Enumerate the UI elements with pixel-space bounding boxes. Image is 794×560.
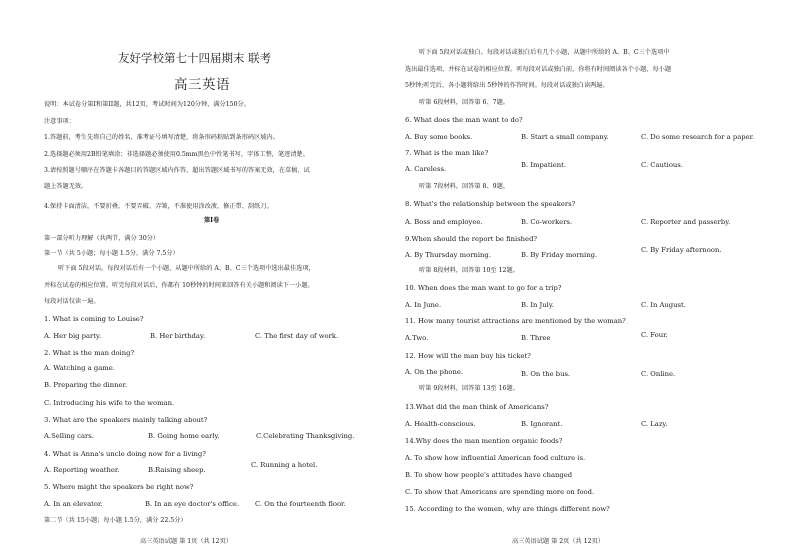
q3-option-a: A.Selling cars. bbox=[44, 432, 94, 440]
q14-option-b: B. To show how people's attitudes have changed bbox=[405, 471, 573, 479]
q15-stem: 15. According to the women, why are things different now? bbox=[405, 505, 610, 513]
note-3-cont: 题上答题无效。 bbox=[44, 183, 88, 190]
notice-heading: 注意事项： bbox=[44, 118, 75, 125]
q6-stem: 6. What does the man want to do? bbox=[405, 116, 523, 124]
exam-title: 友好学校第七十四届期末 联考 bbox=[118, 51, 272, 65]
q3-option-c: C.Celebrating Thanksgiving. bbox=[256, 432, 355, 440]
q1-option-b: B. Her birthday. bbox=[150, 332, 206, 340]
q11-option-a: A.Two. bbox=[405, 334, 429, 342]
right-footer: 高三英语试题 第 2页（共 12页） bbox=[512, 538, 604, 545]
q13-option-a: A. Health-conscious. bbox=[405, 420, 476, 428]
q5-stem: 5. Where might the speakers be right now? bbox=[44, 483, 194, 491]
q5-option-a: A. In an elevator. bbox=[44, 500, 103, 508]
q7-option-c: C. Cautious. bbox=[641, 161, 683, 169]
right-instr-1: 听下面 5段对话或独白。每段对话或独白后有几个小题，从题中所给的 A、B、C三个选项中 bbox=[419, 49, 670, 56]
q7-stem: 7. What is the man like? bbox=[405, 149, 489, 157]
q13-option-c: C. Lazy. bbox=[641, 420, 668, 428]
q13-option-b: B. Ignorant. bbox=[521, 420, 563, 428]
q11-option-c: C. Four. bbox=[641, 331, 668, 339]
q2-option-c: C. Introducing his wife to the woman. bbox=[44, 399, 175, 407]
part-heading: 第一部分听力理解（共两节，满分 30分） bbox=[44, 235, 160, 242]
section1-heading: 第一节（共 5小题；每小题 1.5分，满分 7.5分） bbox=[44, 250, 179, 257]
q9-option-b: B. By Friday morning. bbox=[521, 251, 598, 259]
q12-option-a: A. On the phone. bbox=[405, 368, 464, 376]
q10-stem: 10. When does the man want to go for a trip? bbox=[405, 284, 562, 292]
q4-option-c: C. Running a hotel. bbox=[251, 461, 318, 469]
q1-option-c: C. The first day of work. bbox=[255, 332, 339, 340]
q11-stem: 11. How many tourist attractions are mentioned by the woman? bbox=[405, 317, 626, 325]
q8-option-c: C. Reporter and passerby. bbox=[641, 218, 731, 226]
q4-option-b: B.Raising sheep. bbox=[148, 466, 206, 474]
q5-option-c: C. On the fourteenth floor. bbox=[255, 500, 346, 508]
note-4: 4.保持卡面清洁，不要折叠，不要弄破、弄皱，不准使用涂改液、修正带、刮纸刀。 bbox=[44, 203, 273, 210]
volume-heading: 第I卷 bbox=[204, 217, 220, 224]
q13-stem: 13.What did the man think of Americans? bbox=[405, 403, 549, 411]
note-3: 3.请按照题号顺序在答题卡各题目的答题区域内作答，超出答题区域书写的答案无效，在草稿、试 bbox=[44, 167, 310, 174]
q7-option-b: B. Impatient. bbox=[521, 161, 567, 169]
material-7-heading: 听第 7段材料，回答第 8、9题。 bbox=[419, 183, 509, 190]
q7-option-a: A. Careless. bbox=[405, 165, 447, 173]
q4-option-a: A. Reporting weather. bbox=[44, 466, 120, 474]
q12-option-c: C. Online. bbox=[641, 370, 676, 378]
right-page bbox=[397, 0, 794, 560]
q6-option-b: B. Start a small company. bbox=[521, 133, 609, 141]
q1-option-a: A. Her big party. bbox=[44, 332, 102, 340]
right-instr-3: 5秒钟;听完后，各小题将给出 5秒钟的作答时间。每段对话或独白读两遍。 bbox=[405, 82, 609, 89]
note-2: 2.选择题必须用2B铅笔填涂；非选择题必须使用0.5mm黑色中性笔书写，字体工整，笔迹清楚。 bbox=[44, 151, 309, 158]
left-footer: 高三英语试题 第 1页（共 12页） bbox=[140, 538, 232, 545]
q10-option-b: B. In July. bbox=[521, 301, 554, 309]
q9-option-a: A. By Thursday morning. bbox=[405, 251, 491, 259]
q14-stem: 14.Why does the man mention organic foods? bbox=[405, 437, 563, 445]
material-8-heading: 听第 8段材料，回答第 10至 12题。 bbox=[419, 267, 519, 274]
q3-stem: 3. What are the speakers mainly talking about? bbox=[44, 416, 208, 424]
q8-option-a: A. Boss and employee. bbox=[405, 218, 483, 226]
exam-subtitle: 高三英语 bbox=[174, 77, 230, 93]
q3-option-b: B. Going home early. bbox=[148, 432, 220, 440]
q11-option-b: B. Three bbox=[521, 334, 551, 342]
section1-instr-1: 听下面 5段对话。每段对话后有一个小题，从题中所给的 A、B、C三个选项中选出最佳选项， bbox=[58, 265, 315, 272]
section1-instr-2: 并标在试卷的相应位置。听完每段对话后，你都有 10秒钟的时间来回答有关小题和阅读下一小题。 bbox=[44, 282, 314, 289]
note-1: 1.答题前，考生先将自己的姓名、准考证号填写清楚，将条形码粘贴到条形码区域内。 bbox=[44, 134, 279, 141]
q1-stem: 1. What is coming to Louise? bbox=[44, 315, 144, 323]
q10-option-a: A. In June. bbox=[405, 301, 442, 309]
q14-option-c: C. To show that Americans are spending more on food. bbox=[405, 488, 595, 496]
q6-option-a: A. Buy some books. bbox=[405, 133, 473, 141]
section2-heading: 第二节（共 15小题；每小题 1.5分，满分 22.5分） bbox=[44, 517, 187, 524]
q14-option-a: A. To show how influential American food culture is. bbox=[405, 454, 586, 462]
q2-option-b: B. Preparing the dinner. bbox=[44, 381, 128, 389]
q9-stem: 9.When should the report be finished? bbox=[405, 235, 538, 243]
q9-option-c: C. By Friday afternoon. bbox=[641, 246, 722, 254]
q5-option-b: B. In an eye doctor's office. bbox=[145, 500, 240, 508]
right-instr-2: 选出最佳选项，并标在试卷的相应位置。听每段对话或独白前，你将有时间阅读各个小题，每小题 bbox=[405, 66, 672, 73]
q2-option-a: A. Watching a game. bbox=[44, 364, 115, 372]
q8-option-b: B. Co-workers. bbox=[521, 218, 573, 226]
q10-option-c: C. In August. bbox=[641, 301, 686, 309]
q6-option-c: C. Do some research for a paper. bbox=[641, 133, 755, 141]
material-9-heading: 听第 9段材料，回答第 13至 16题。 bbox=[419, 385, 519, 392]
q2-stem: 2. What is the man doing? bbox=[44, 349, 135, 357]
q12-stem: 12. How will the man buy his ticket? bbox=[405, 352, 531, 360]
section1-instr-3: 每段对话仅读一遍。 bbox=[44, 298, 100, 305]
material-6-heading: 听第 6段材料，回答第 6、7题。 bbox=[419, 99, 509, 106]
q8-stem: 8. What's the relationship between the speakers? bbox=[405, 200, 576, 208]
notice-intro: 说明：本试卷分第I和第II题，共12页，考试时间为120分钟，满分150分。 bbox=[44, 101, 250, 108]
q4-stem: 4. What is Anna's uncle doing now for a living? bbox=[44, 450, 206, 458]
q12-option-b: B. On the bus. bbox=[521, 370, 571, 378]
